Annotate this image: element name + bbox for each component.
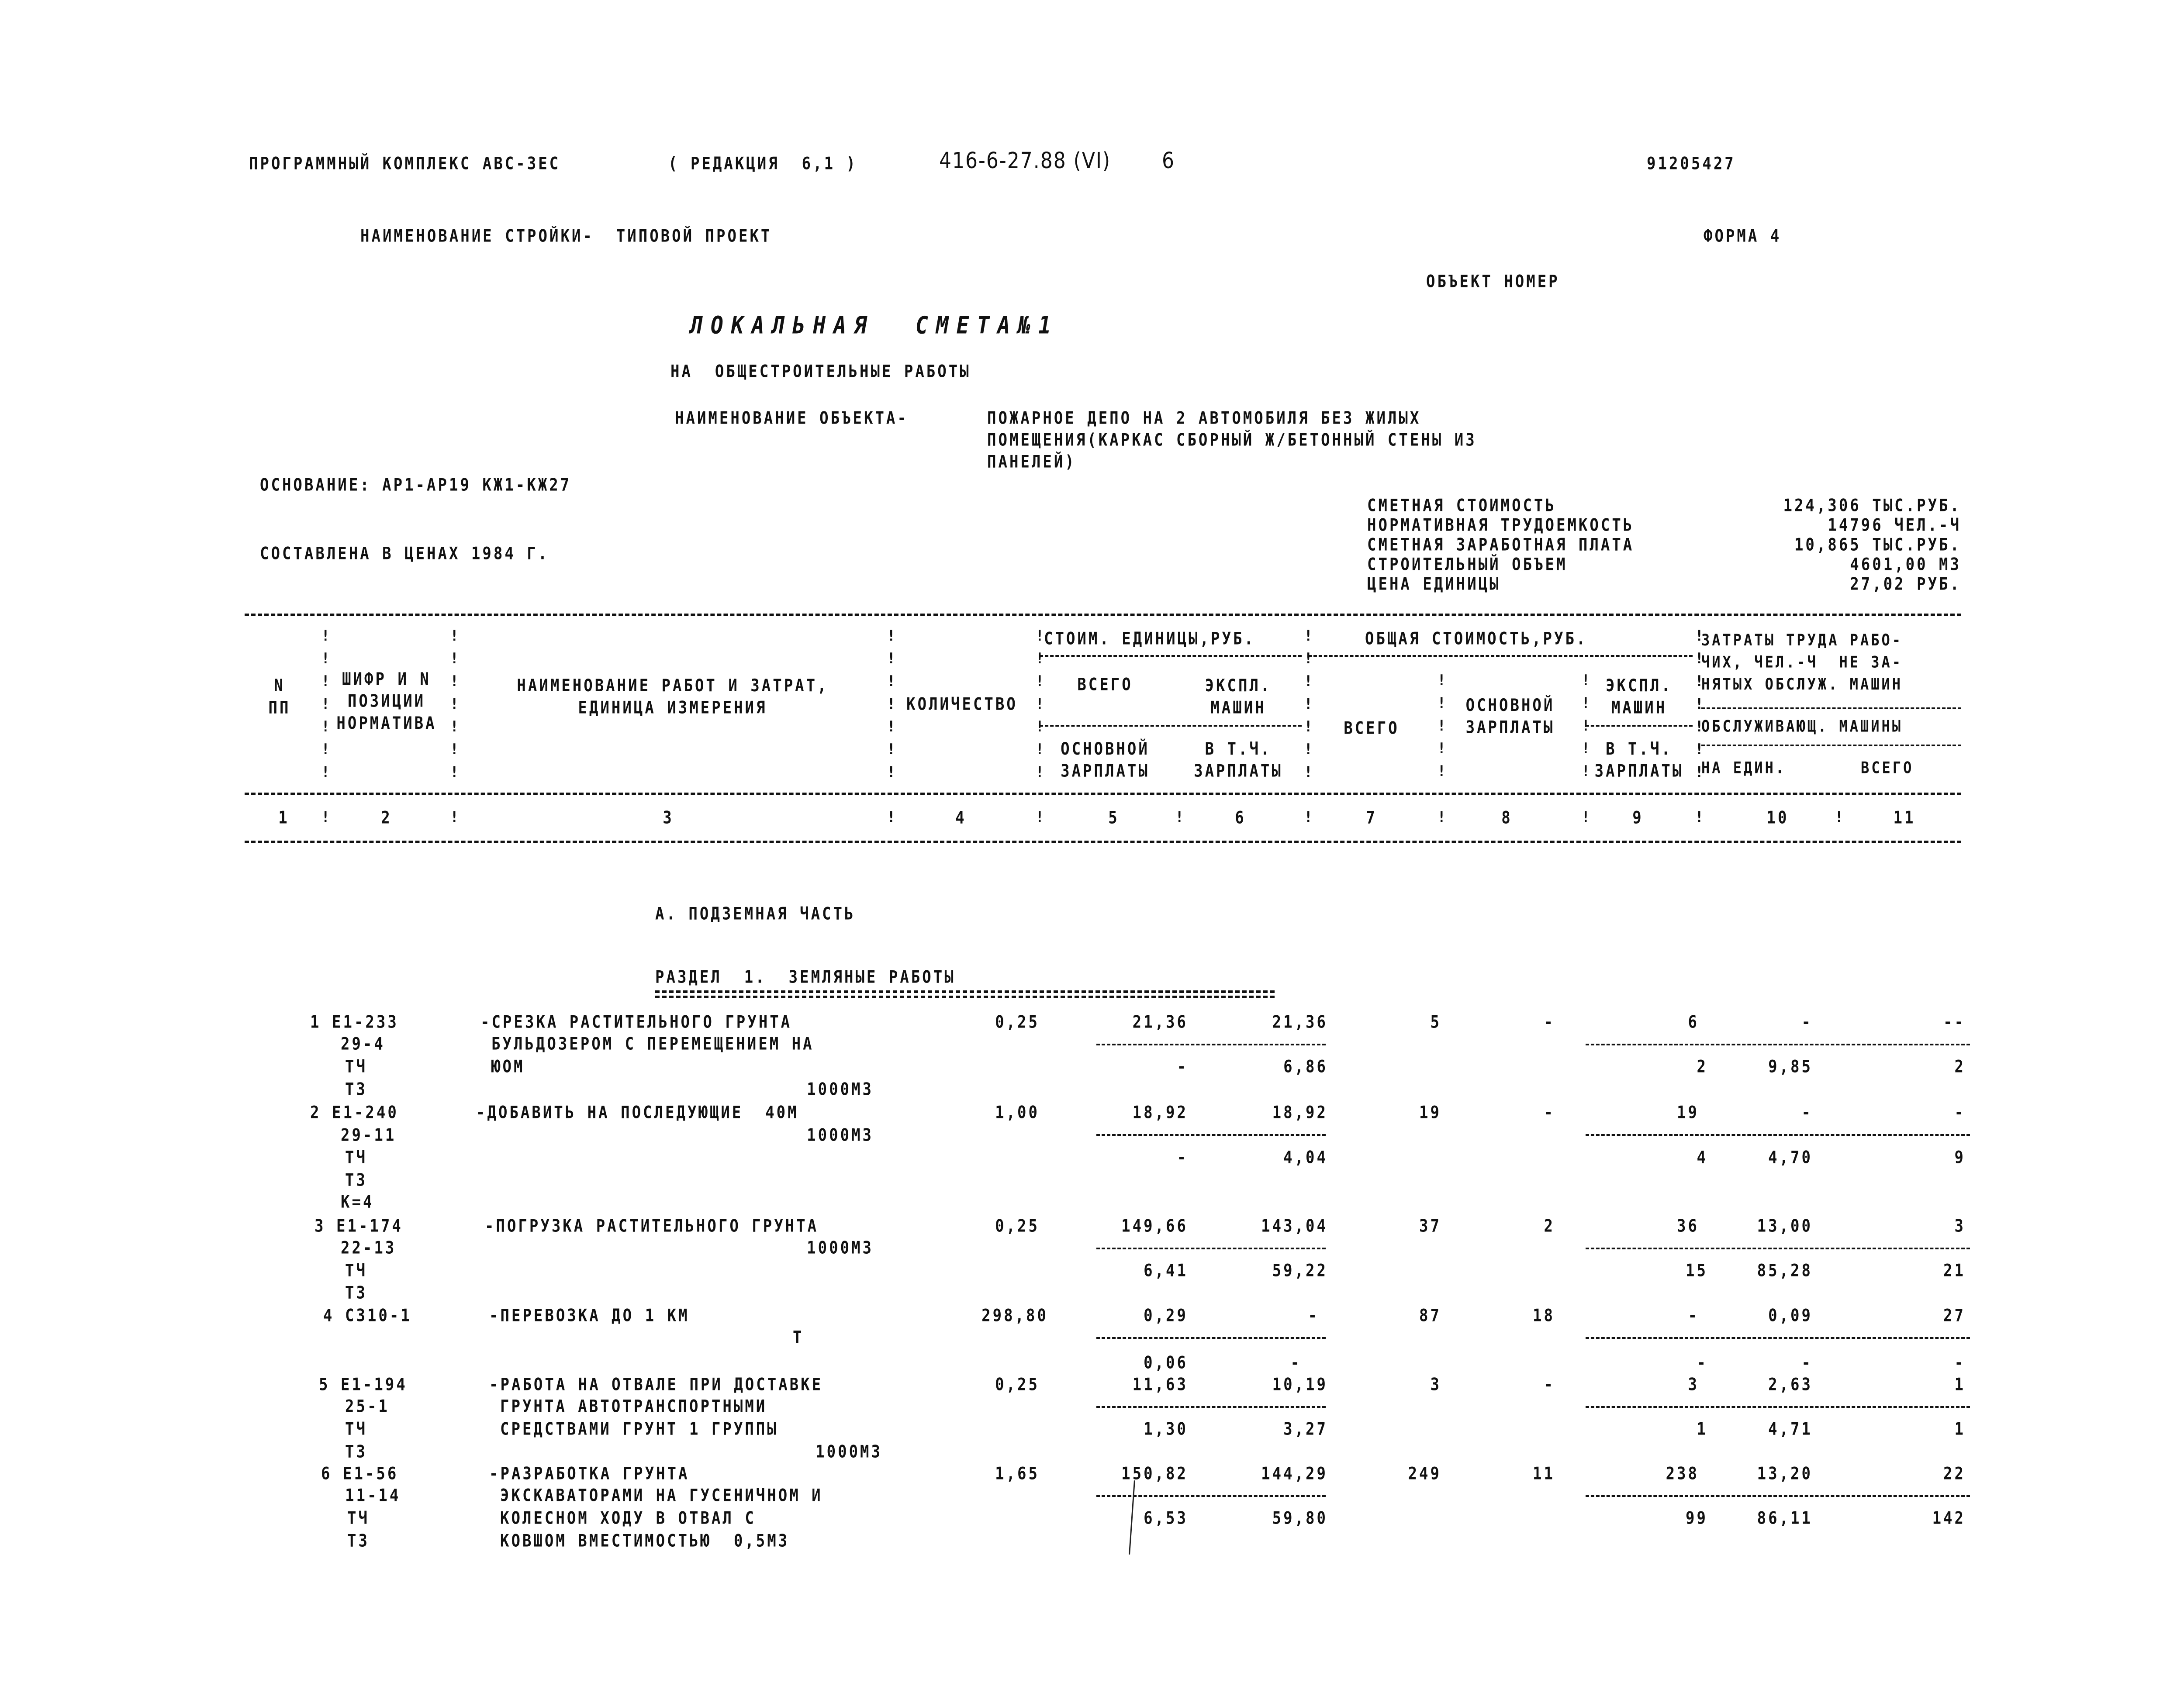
header-rule [1701,707,1961,709]
document-subtitle: НА ОБЩЕСТРОИТЕЛЬНЫЕ РАБОТЫ [670,362,971,382]
row-name-line: -ДОБАВИТЬ НА ПОСЛЕДУЮЩИЕ 40М [476,1103,799,1123]
row-labor-per-unit: - [1801,1012,1813,1032]
cell-rule [1096,1337,1326,1339]
row-labor-total: 1 [1954,1375,1966,1395]
row-unit-total: 21,36 [1132,1012,1188,1032]
col-header-total-cost: ОБЩАЯ СТОИМОСТЬ,РУБ. [1365,629,1588,649]
row-subcode: ТЗ [345,1283,367,1303]
row-labor-servicing-total: 21 [1943,1261,1966,1281]
row-labor-servicing: 9,85 [1768,1057,1813,1077]
row-name-line: ЮОМ [491,1057,525,1077]
document-title: ЛОКАЛЬНАЯ СМЕТА№1 [690,311,1059,340]
row-unit: 1000М3 [807,1079,874,1100]
col-number: 8 [1501,808,1513,828]
row-name-line: ЭКСКАВАТОРАМИ НА ГУСЕНИЧНОМ И [500,1486,823,1506]
summary-value: 10,865 ТЫС.РУБ. [1794,535,1961,555]
object-name-line-3: ПАНЕЛЕЙ) [987,452,1076,472]
header-bottom-rule [245,841,1961,843]
row-unit-machines: 10,19 [1272,1375,1328,1395]
col-header-unit-cost: СТОИМ. ЕДИНИЦЫ,РУБ. [1044,629,1255,649]
row-subcode: 22-13 [341,1238,397,1258]
column-separator: ! [1304,808,1313,826]
table-top-rule [245,614,1961,616]
row-labor-per-unit: 13,00 [1757,1216,1813,1236]
header-rule [245,793,1961,795]
col-header-name: НАИМЕНОВАНИЕ РАБОТ И ЗАТРАТ, ЕДИНИЦА ИЗМЕРЕНИЯ [517,676,829,718]
row-labor-per-unit: 2,63 [1768,1375,1813,1395]
row-unit-total: 0,29 [1144,1306,1188,1326]
row-number: 5 [319,1375,330,1395]
row-subcode: ТЗ [347,1531,370,1551]
col-number: 1 [278,808,290,828]
row-subcode: ТЧ [345,1057,367,1077]
row-labor-per-unit: 13,20 [1757,1464,1813,1484]
summary-label: ЦЕНА ЕДИНИЦЫ [1367,574,1501,594]
sheet-number: 6 [1162,148,1175,174]
row-labor-servicing-total: 142 [1932,1508,1966,1528]
row-labor-total: -- [1943,1012,1966,1032]
row-number: 3 [314,1216,326,1236]
summary-value: 4601,00 М3 [1850,555,1961,575]
row-labor-total: - [1954,1103,1966,1123]
col-header-total-all: ВСЕГО [1344,718,1400,738]
price-basis: СОСТАВЛЕНА В ЦЕНАХ 1984 Г. [260,544,549,564]
row-unit-total: 18,92 [1132,1103,1188,1123]
col-number: 6 [1235,808,1246,828]
summary-value: 124,306 ТЫС.РУБ. [1783,496,1961,516]
row-unit-base-wage: 1,30 [1144,1419,1188,1439]
column-separator: ! [321,808,330,826]
column-separator: ! ! ! ! ! [1581,672,1590,780]
col-header-quantity: КОЛИЧЕСТВО [906,694,1018,714]
row-name-line: -ПЕРЕВОЗКА ДО 1 КМ [489,1306,690,1326]
row-name-line: -СРЕЗКА РАСТИТЕЛЬНОГО ГРУНТА [480,1012,792,1032]
column-separator: ! [1695,808,1704,826]
row-unit-incl-wage: 3,27 [1283,1419,1328,1439]
header-rule [1586,725,1693,727]
row-unit-base-wage: - [1177,1148,1188,1168]
col-header-labor-total: ВСЕГО [1861,758,1914,777]
row-total-machines: 6 [1688,1012,1699,1032]
column-separator: ! ! ! ! ! ! ! [321,627,330,781]
header-rule [1040,655,1302,657]
header-rule [1701,745,1961,746]
row-total-all: 19 [1419,1103,1441,1123]
col-header-unit-total: ВСЕГО [1077,675,1133,695]
row-name-line: -РАБОТА НА ОТВАЛЕ ПРИ ДОСТАВКЕ [489,1375,823,1395]
row-subcode: ТЗ [345,1170,367,1190]
cell-rule [1096,1495,1326,1497]
row-labor-servicing-total: 2 [1954,1057,1966,1077]
cell-rule [1586,1337,1970,1339]
section-underline [655,990,1275,993]
col-header-labor-servicing: ОБСЛУЖИВАЮЩ. МАШИНЫ [1701,717,1903,736]
row-labor-total: 3 [1954,1216,1966,1236]
cell-rule [1586,1495,1970,1497]
row-name-line: -РАЗРАБОТКА ГРУНТА [489,1464,690,1484]
row-unit-machines: 21,36 [1272,1012,1328,1032]
header-rule [1308,655,1693,657]
row-total-base-wage: - [1544,1012,1555,1032]
col-number: 4 [955,808,967,828]
row-number: 6 [321,1464,332,1484]
row-unit-total: 11,63 [1132,1375,1188,1395]
row-total-base-wage: 18 [1533,1306,1555,1326]
edition: ( РЕДАКЦИЯ 6,1 ) [668,154,857,174]
column-separator: ! ! ! ! ! ! ! [450,627,459,781]
cell-rule [1096,1044,1326,1045]
row-total-base-wage: 2 [1544,1216,1555,1236]
column-separator: ! ! ! ! ! [1437,672,1446,780]
col-header-unit-incl-wage: В Т.Ч. ЗАРПЛАТЫ [1194,739,1283,781]
row-subcode: ТЧ [345,1148,367,1168]
section-title: РАЗДЕЛ 1. ЗЕМЛЯНЫЕ РАБОТЫ [655,967,956,987]
col-header-total-incl-wage: В Т.Ч. ЗАРПЛАТЫ [1594,739,1684,781]
summary-label: НОРМАТИВНАЯ ТРУДОЕМКОСТЬ [1367,515,1635,535]
row-unit-total: 149,66 [1121,1216,1188,1236]
column-separator: ! ! ! ! ! ! ! [1304,627,1313,781]
col-header-n: N ПП [268,676,291,718]
row-labor-total: 22 [1943,1464,1966,1484]
row-subcode: 25-1 [345,1397,390,1417]
row-labor-servicing: 4,71 [1768,1419,1813,1439]
column-separator: ! ! ! ! ! ! ! [887,627,896,781]
row-total-machines: - [1688,1306,1699,1326]
row-quantity: 1,00 [995,1103,1040,1123]
row-unit-base-wage: 6,41 [1144,1261,1188,1281]
row-total-all: 249 [1408,1464,1441,1484]
col-number: 11 [1893,808,1916,828]
object-number: ОБЪЕКТ НОМЕР [1426,272,1560,292]
summary-value: 14796 ЧЕЛ.-Ч [1828,515,1961,535]
column-separator: ! [1175,808,1184,826]
row-total-machines: 238 [1666,1464,1699,1484]
row-unit-incl-wage: - [1290,1353,1302,1373]
row-quantity: 0,25 [995,1012,1040,1032]
row-subcode: 29-4 [341,1034,385,1054]
object-label: НАИМЕНОВАНИЕ ОБЪЕКТА- [675,408,909,428]
row-total-incl-wage: - [1697,1353,1708,1373]
row-name-line: КОЛЕСНОМ ХОДУ В ОТВАЛ С [500,1508,756,1528]
row-labor-servicing-total: 9 [1954,1148,1966,1168]
cell-rule [1586,1134,1970,1136]
row-unit-incl-wage: 59,22 [1272,1261,1328,1281]
cell-rule [1096,1134,1326,1136]
basis: ОСНОВАНИЕ: АР1-АР19 КЖ1-КЖ27 [260,475,572,495]
row-quantity: 298,80 [981,1306,1048,1326]
summary-value: 27,02 РУБ. [1850,574,1961,594]
row-unit-machines: 143,04 [1261,1216,1328,1236]
column-separator: ! ! ! ! ! ! ! [1695,627,1704,781]
section-underline [655,996,1275,998]
column-separator: ! [1835,808,1844,826]
row-labor-servicing: - [1801,1353,1813,1373]
row-name-line: БУЛЬДОЗЕРОМ С ПЕРЕМЕЩЕНИЕМ НА [491,1034,814,1054]
column-separator: ! [1035,808,1044,826]
row-unit-incl-wage: 6,86 [1283,1057,1328,1077]
row-labor-servicing-total: - [1954,1353,1966,1373]
col-number: 7 [1366,808,1377,828]
row-unit-base-wage: - [1177,1057,1188,1077]
row-subcode: 29-11 [341,1125,397,1145]
object-name-line-2: ПОМЕЩЕНИЯ(КАРКАС СБОРНЫЙ Ж/БЕТОННЫЙ СТЕНЫ ИЗ [987,430,1477,450]
col-header-labor-per-unit: НА ЕДИН. [1701,758,1787,777]
row-quantity: 0,25 [995,1375,1040,1395]
cell-rule [1586,1406,1970,1408]
col-number: 10 [1766,808,1789,828]
col-header-unit-machines: ЭКСПЛ. МАШИН [1205,676,1272,718]
cell-rule [1096,1248,1326,1249]
row-unit-base-wage: 6,53 [1144,1508,1188,1528]
column-separator: ! [450,808,459,826]
col-number: 3 [663,808,674,828]
row-total-all: 3 [1430,1375,1441,1395]
cell-rule [1586,1044,1970,1045]
col-header-code: ШИФР И N ПОЗИЦИИ НОРМАТИВА [336,669,437,734]
column-separator: ! ! ! ! ! ! ! [1035,627,1044,781]
row-labor-servicing: 86,11 [1757,1508,1813,1528]
col-header-unit-base-wage: ОСНОВНОЙ ЗАРПЛАТЫ [1061,739,1150,781]
row-total-base-wage: - [1544,1103,1555,1123]
column-separator: ! [1437,808,1446,826]
col-header-labor: ЗАТРАТЫ ТРУДА РАБО- ЧИХ, ЧЕЛ.-Ч НЕ ЗА- НЯТЫХ ОБСЛУЖ. МАШИН [1701,630,1903,694]
row-total-incl-wage: 99 [1686,1508,1708,1528]
col-number: 5 [1108,808,1120,828]
row-unit-incl-wage: 59,80 [1272,1508,1328,1528]
row-subcode: ТЧ [347,1508,370,1528]
row-quantity: 0,25 [995,1216,1040,1236]
column-separator: ! [887,808,896,826]
row-unit-machines: 144,29 [1261,1464,1328,1484]
column-separator: ! [1581,808,1590,826]
row-name-line: -ПОГРУЗКА РАСТИТЕЛЬНОГО ГРУНТА [485,1216,819,1236]
row-number: 1 [310,1012,321,1032]
cell-rule [1096,1406,1326,1408]
part-title: А. ПОДЗЕМНАЯ ЧАСТЬ [655,904,856,924]
row-code: Е1-174 [336,1216,403,1236]
row-total-machines: 36 [1677,1216,1699,1236]
row-labor-per-unit: - [1801,1103,1813,1123]
row-number: 4 [323,1306,335,1326]
row-unit-machines: 18,92 [1272,1103,1328,1123]
form-label: ФОРМА 4 [1704,226,1782,246]
row-subcode: К=4 [341,1192,374,1212]
document-number: 91205427 [1647,154,1736,174]
row-subcode: ТЗ [345,1442,367,1462]
row-total-incl-wage: 4 [1697,1148,1708,1168]
project-code: 416-6-27.88 (VI) [939,148,1111,174]
row-subcode: ТЗ [345,1079,367,1100]
col-number: 2 [381,808,392,828]
col-header-total-machines: ЭКСПЛ. МАШИН [1606,676,1673,718]
summary-label: СТРОИТЕЛЬНЫЙ ОБЪЕМ [1367,555,1568,575]
row-number: 2 [310,1103,321,1123]
cell-rule [1586,1248,1970,1249]
row-total-base-wage: - [1544,1375,1555,1395]
row-labor-servicing-total: 1 [1954,1419,1966,1439]
program-name: ПРОГРАММНЫЙ КОМПЛЕКС АВС-3ЕС [249,154,561,174]
row-name-line: СРЕДСТВАМИ ГРУНТ 1 ГРУППЫ [500,1419,778,1439]
row-name-line: ГРУНТА АВТОТРАНСПОРТНЫМИ [500,1397,767,1417]
row-total-incl-wage: 15 [1686,1261,1708,1281]
row-subcode: ТЧ [345,1419,367,1439]
row-unit: 1000М3 [816,1442,882,1462]
row-total-incl-wage: 1 [1697,1419,1708,1439]
row-unit-machines: - [1308,1306,1319,1326]
row-unit: 1000М3 [807,1238,874,1258]
row-total-all: 87 [1419,1306,1441,1326]
row-total-base-wage: 11 [1533,1464,1555,1484]
row-code: Е1-194 [341,1375,408,1395]
row-labor-servicing: 85,28 [1757,1261,1813,1281]
row-code: Е1-233 [332,1012,399,1032]
row-total-all: 37 [1419,1216,1441,1236]
row-total-machines: 3 [1688,1375,1699,1395]
row-total-incl-wage: 2 [1697,1057,1708,1077]
row-unit: Т [793,1328,804,1348]
row-labor-per-unit: 0,09 [1768,1306,1813,1326]
row-quantity: 1,65 [995,1464,1040,1484]
row-code: Е1-56 [343,1464,399,1484]
row-unit-base-wage: 0,06 [1144,1353,1188,1373]
col-number: 9 [1632,808,1644,828]
construction-name: НАИМЕНОВАНИЕ СТРОЙКИ- ТИПОВОЙ ПРОЕКТ [360,226,772,246]
row-subcode: 11-14 [345,1486,401,1506]
header-rule [1040,725,1302,727]
col-header-total-base-wage: ОСНОВНОЙ ЗАРПЛАТЫ [1465,695,1555,738]
row-subcode: ТЧ [345,1261,367,1281]
row-code: С310-1 [345,1306,412,1326]
row-unit-total: 150,82 [1121,1464,1188,1484]
object-name-line-1: ПОЖАРНОЕ ДЕПО НА 2 АВТОМОБИЛЯ БЕЗ ЖИЛЫХ [987,408,1421,428]
row-labor-total: 27 [1943,1306,1966,1326]
row-unit: 1000М3 [807,1125,874,1145]
row-total-all: 5 [1430,1012,1441,1032]
summary-label: СМЕТНАЯ ЗАРАБОТНАЯ ПЛАТА [1367,535,1635,555]
row-name-line: КОВШОМ ВМЕСТИМОСТЬЮ 0,5М3 [500,1531,790,1551]
summary-label: СМЕТНАЯ СТОИМОСТЬ [1367,496,1556,516]
row-code: Е1-240 [332,1103,399,1123]
row-unit-incl-wage: 4,04 [1283,1148,1328,1168]
row-labor-servicing: 4,70 [1768,1148,1813,1168]
row-total-machines: 19 [1677,1103,1699,1123]
